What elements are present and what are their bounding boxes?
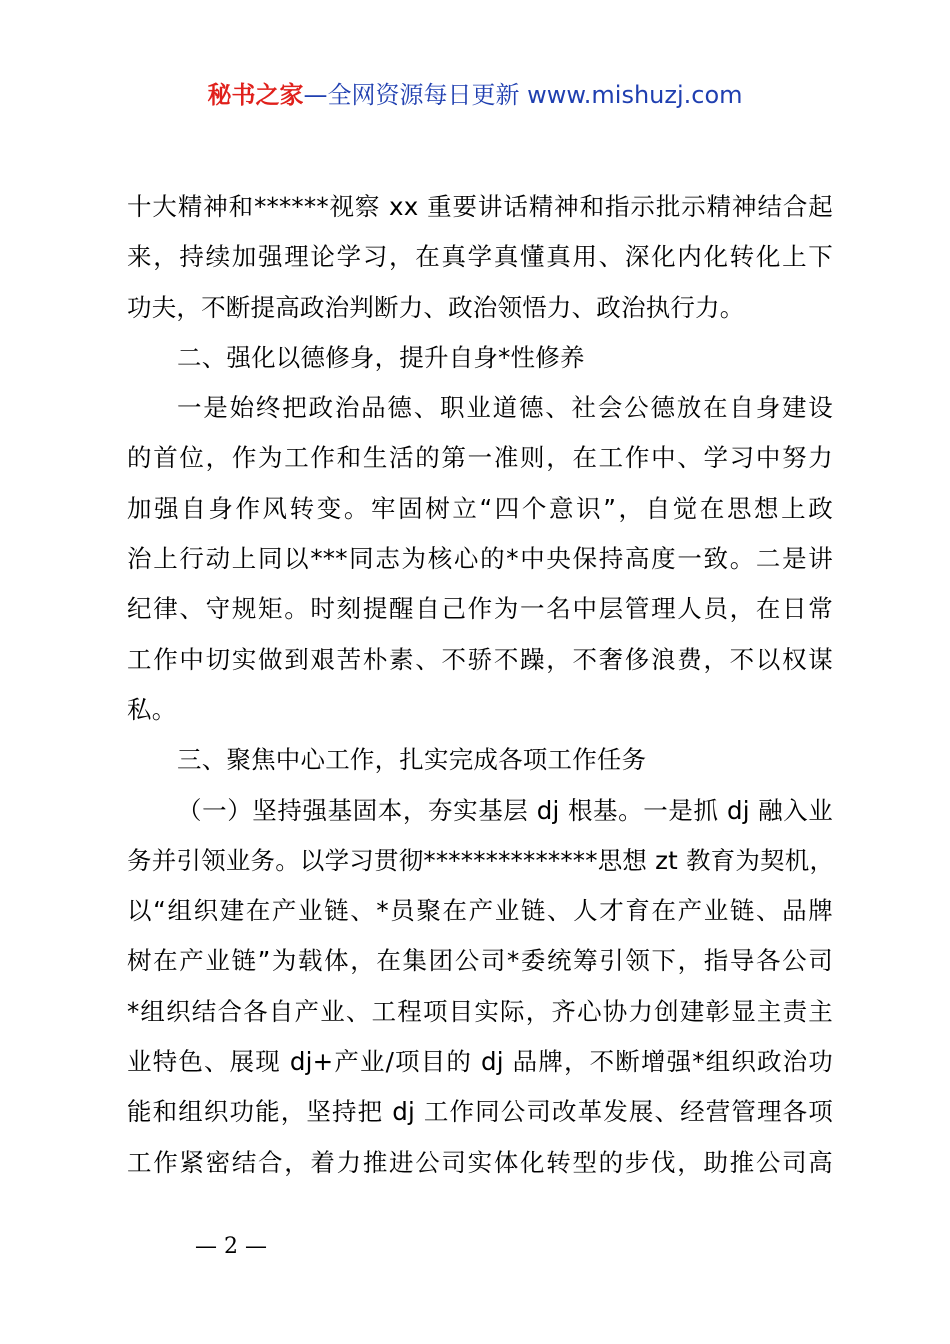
body-line: 工作中切实做到艰苦朴素、不骄不躁，不奢侈浪费，不以权谋 (127, 644, 833, 674)
body-line: 务并引领业务。以学习贯彻**************思想 zt 教育为契机， (127, 845, 835, 875)
site-brand: 秘书之家 (207, 81, 304, 109)
body-line: 治上行动上同以***同志为核心的*中央保持高度一致。二是讲 (127, 544, 833, 574)
body-line: 加强自身作风转变。牢固树立“四个意识”，自觉在思想上政 (127, 493, 833, 523)
body-line: 私。 (127, 694, 177, 724)
body-line: （一）坚持强基固本，夯实基层 dj 根基。一是抓 dj 融入业 (177, 795, 833, 825)
body-line: 功夫，不断提高政治判断力、政治领悟力、政治执行力。 (127, 292, 745, 322)
body-line: 的首位，作为工作和生活的第一准则，在工作中、学习中努力 (127, 443, 833, 473)
body-line: 来，持续加强理论学习，在真学真懂真用、深化内化转化上下 (127, 242, 833, 272)
body-line: *组织结合各自产业、工程项目实际，齐心协力创建彰显主责主 (127, 996, 833, 1026)
body-line: 十大精神和******视察 xx 重要讲话精神和指示批示精神结合起 (127, 192, 833, 221)
section-heading-2: 二、强化以德修身，提升自身*性修养 (177, 342, 585, 372)
page-number: — 2 — (195, 1234, 267, 1259)
document-body (127, 182, 833, 1188)
body-line: 树在产业链”为载体，在集团公司*委统筹引领下，指导各公司 (127, 946, 833, 976)
body-line: 以“组织建在产业链、*员聚在产业链、人才育在产业链、品牌 (127, 896, 833, 926)
site-slogan: —全网资源每日更新 (303, 81, 520, 109)
body-line: 业特色、展现 dj+产业/项目的 dj 品牌，不断增强*组织政治功 (127, 1047, 833, 1077)
section-heading-3: 三、聚焦中心工作，扎实完成各项工作任务 (177, 745, 647, 775)
body-line: 一是始终把政治品德、职业道德、社会公德放在自身建设 (177, 393, 833, 423)
site-header (0, 78, 950, 112)
body-line: 纪律、守规矩。时刻提醒自己作为一名中层管理人员，在日常 (127, 594, 833, 624)
body-line: 工作紧密结合，着力推进公司实体化转型的步伐，助推公司高 (127, 1147, 833, 1177)
body-line: 能和组织功能，坚持把 dj 工作同公司改革发展、经营管理各项 (127, 1097, 833, 1127)
site-url[interactable]: www.mishuzj.com (527, 81, 743, 109)
